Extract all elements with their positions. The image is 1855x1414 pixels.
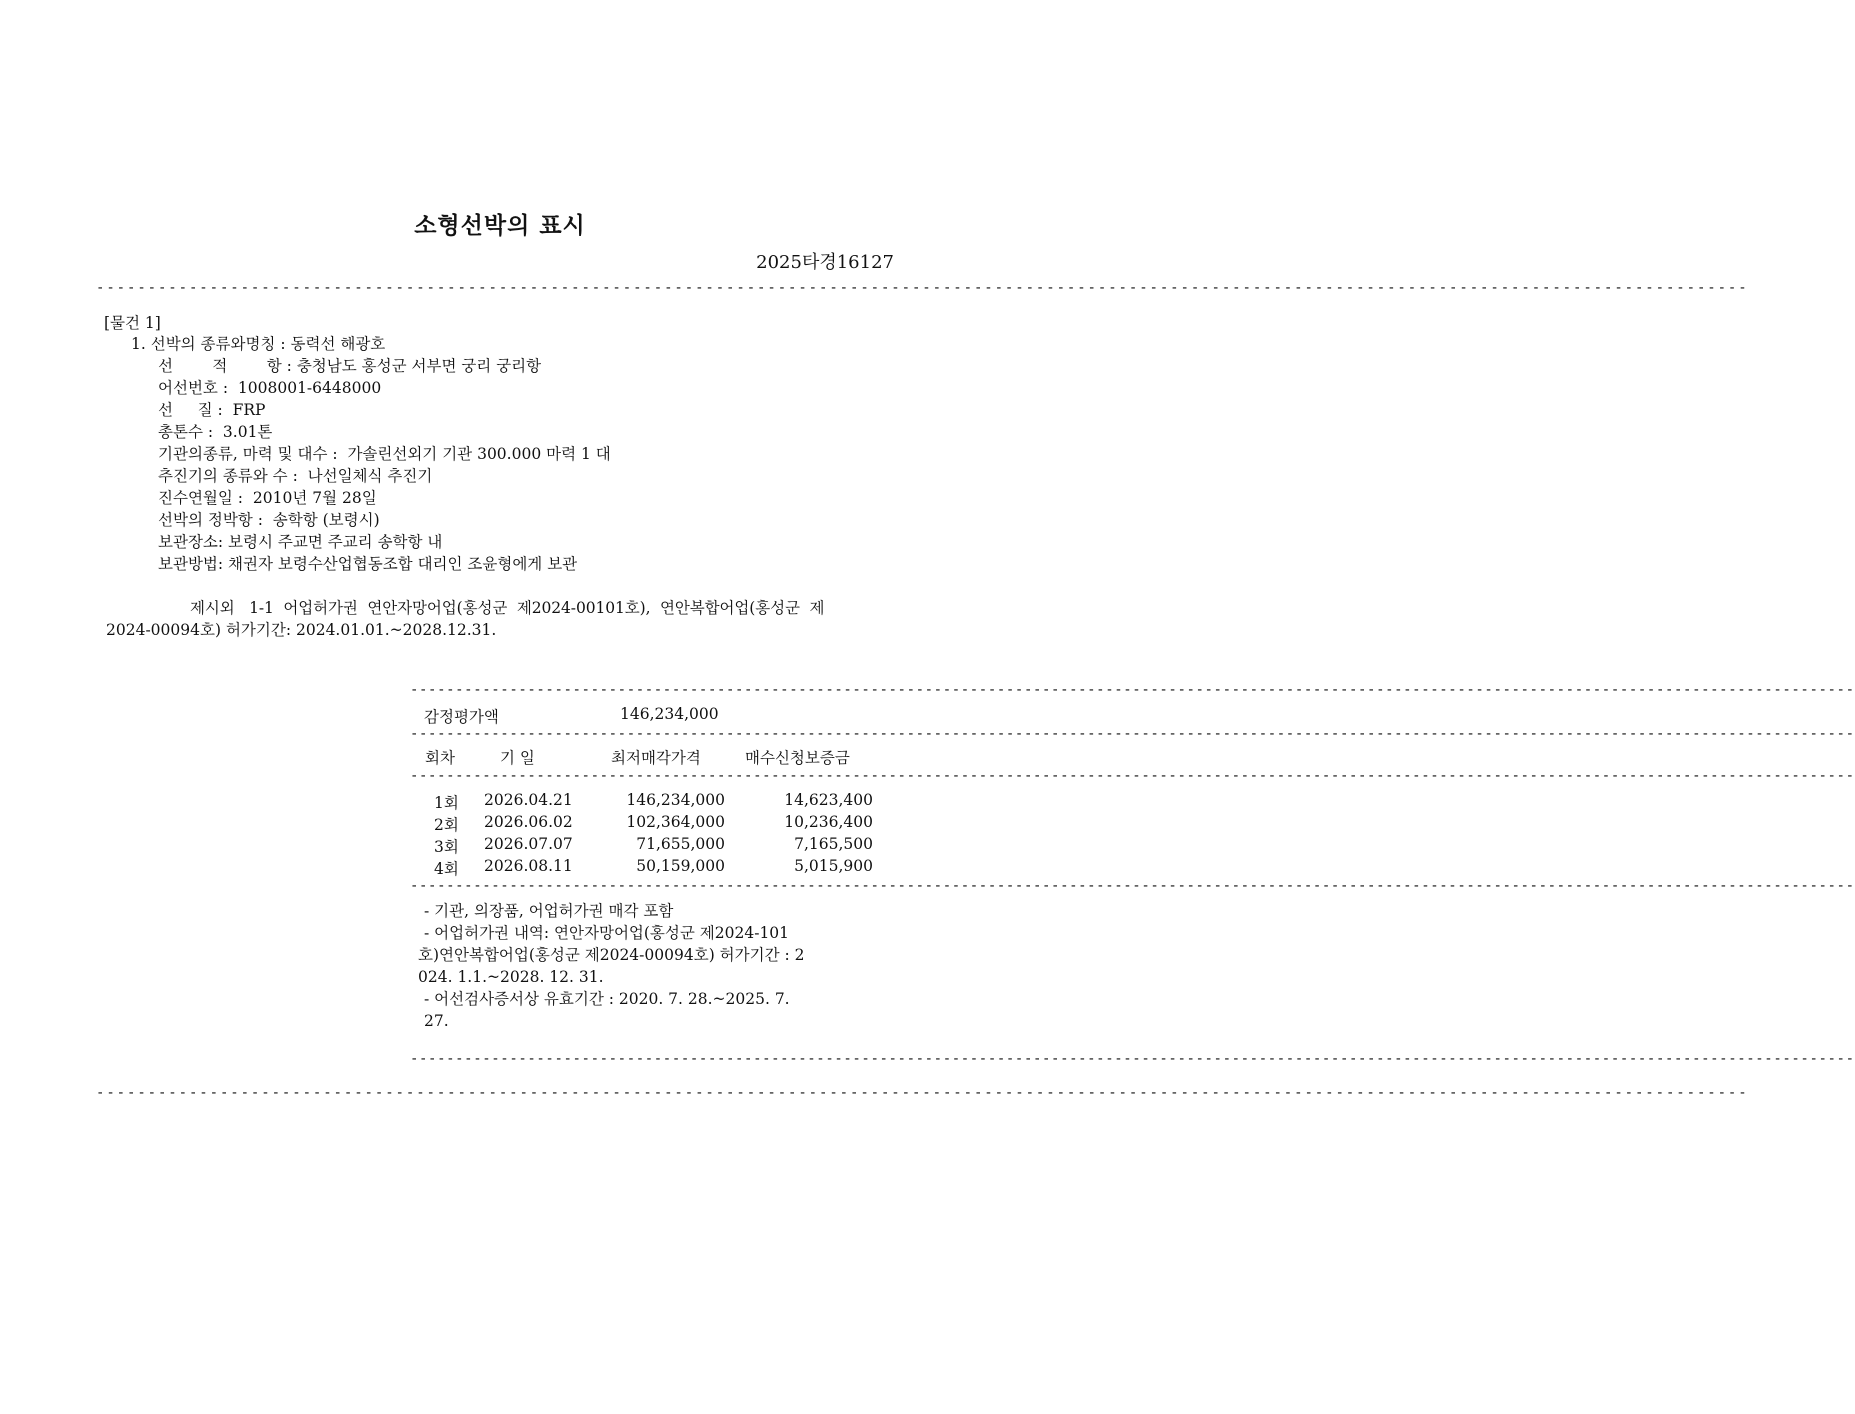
item-header: [물건 1] bbox=[104, 314, 161, 332]
item-line-ship-number: 어선번호 : 1008001-6448000 bbox=[158, 379, 382, 397]
item-line-registry: 선 적 항 : 충청남도 홍성군 서부면 궁리 궁리항 bbox=[158, 357, 542, 375]
header-min-price: 최저매각가격 bbox=[611, 749, 701, 767]
item-line-propeller: 추진기의 종류와 수 : 나선일체식 추진기 bbox=[158, 467, 433, 485]
row-round: 3회 bbox=[434, 838, 459, 856]
note-line: - 어업허가권 내역: 연안자망어업(홍성군 제2024-101 bbox=[424, 924, 790, 942]
note-line: 호)연안복합어업(홍성군 제2024-00094호) 허가기간 : 2 bbox=[418, 946, 805, 964]
row-min-price: 102,364,000 bbox=[626, 813, 725, 831]
appraisal-label: 감정평가액 bbox=[424, 708, 499, 726]
row-deposit: 14,623,400 bbox=[784, 791, 873, 809]
extra-items-line-1: 제시외 1-1 어업허가권 연안자망어업(홍성군 제2024-00101호), 연안복합어업(홍성군 제 bbox=[190, 599, 825, 617]
row-deposit: 5,015,900 bbox=[794, 857, 873, 875]
item-line-tonnage: 총톤수 : 3.01톤 bbox=[158, 423, 273, 441]
row-date: 2026.07.07 bbox=[484, 835, 573, 853]
header-deposit: 매수신청보증금 bbox=[745, 749, 850, 767]
row-deposit: 10,236,400 bbox=[784, 813, 873, 831]
case-number: 2025타경16127 bbox=[756, 252, 894, 273]
extra-items-line-2: 2024-00094호) 허가기간: 2024.01.01.~2028.12.31. bbox=[106, 621, 497, 639]
document-title: 소형선박의 표시 bbox=[414, 213, 586, 239]
header-round: 회차 bbox=[425, 749, 455, 767]
row-deposit: 7,165,500 bbox=[794, 835, 873, 853]
note-line: - 어선검사증서상 유효기간 : 2020. 7. 28.~2025. 7. bbox=[424, 990, 790, 1008]
row-min-price: 146,234,000 bbox=[626, 791, 725, 809]
row-date: 2026.08.11 bbox=[484, 857, 573, 875]
item-line-launch-date: 진수연월일 : 2010년 7월 28일 bbox=[158, 489, 377, 507]
item-line-storage-place: 보관장소: 보령시 주교면 주교리 송학항 내 bbox=[158, 533, 443, 551]
table-divider-top: ---------------------------------------------------------------------------------------------------------------------------------------------------------------- bbox=[410, 682, 1855, 698]
note-line: 024. 1.1.~2028. 12. 31. bbox=[418, 968, 604, 986]
row-round: 4회 bbox=[434, 860, 459, 878]
item-line-hull: 선 질 : FRP bbox=[158, 401, 266, 419]
row-min-price: 50,159,000 bbox=[636, 857, 725, 875]
top-divider: ---------------------------------------------------------------------------------------------------------------------------------------------------------------- bbox=[96, 280, 1749, 296]
note-line: 27. bbox=[424, 1012, 449, 1030]
item-line-port: 선박의 정박항 : 송학항 (보령시) bbox=[158, 511, 380, 529]
header-date: 기 일 bbox=[500, 749, 535, 767]
table-divider-bottom: ---------------------------------------------------------------------------------------------------------------------------------------------------------------- bbox=[410, 1051, 1855, 1067]
table-divider-appraisal: ---------------------------------------------------------------------------------------------------------------------------------------------------------------- bbox=[410, 726, 1855, 742]
row-min-price: 71,655,000 bbox=[636, 835, 725, 853]
item-line-storage-method: 보관방법: 채권자 보령수산업협동조합 대리인 조윤형에게 보관 bbox=[158, 555, 578, 573]
bottom-divider: ---------------------------------------------------------------------------------------------------------------------------------------------------------------- bbox=[96, 1085, 1749, 1101]
appraisal-value: 146,234,000 bbox=[620, 705, 719, 723]
row-date: 2026.06.02 bbox=[484, 813, 573, 831]
table-divider-header: ---------------------------------------------------------------------------------------------------------------------------------------------------------------- bbox=[410, 768, 1855, 784]
row-date: 2026.04.21 bbox=[484, 791, 573, 809]
table-divider-rows: ---------------------------------------------------------------------------------------------------------------------------------------------------------------- bbox=[410, 878, 1855, 894]
row-round: 1회 bbox=[434, 794, 459, 812]
row-round: 2회 bbox=[434, 816, 459, 834]
item-line-engine: 기관의종류, 마력 및 대수 : 가솔린선외기 기관 300.000 마력 1 대 bbox=[158, 445, 611, 463]
item-line-ship-name: 1. 선박의 종류와명칭 : 동력선 해광호 bbox=[131, 335, 386, 353]
note-line: - 기관, 의장품, 어업허가권 매각 포함 bbox=[424, 902, 674, 920]
